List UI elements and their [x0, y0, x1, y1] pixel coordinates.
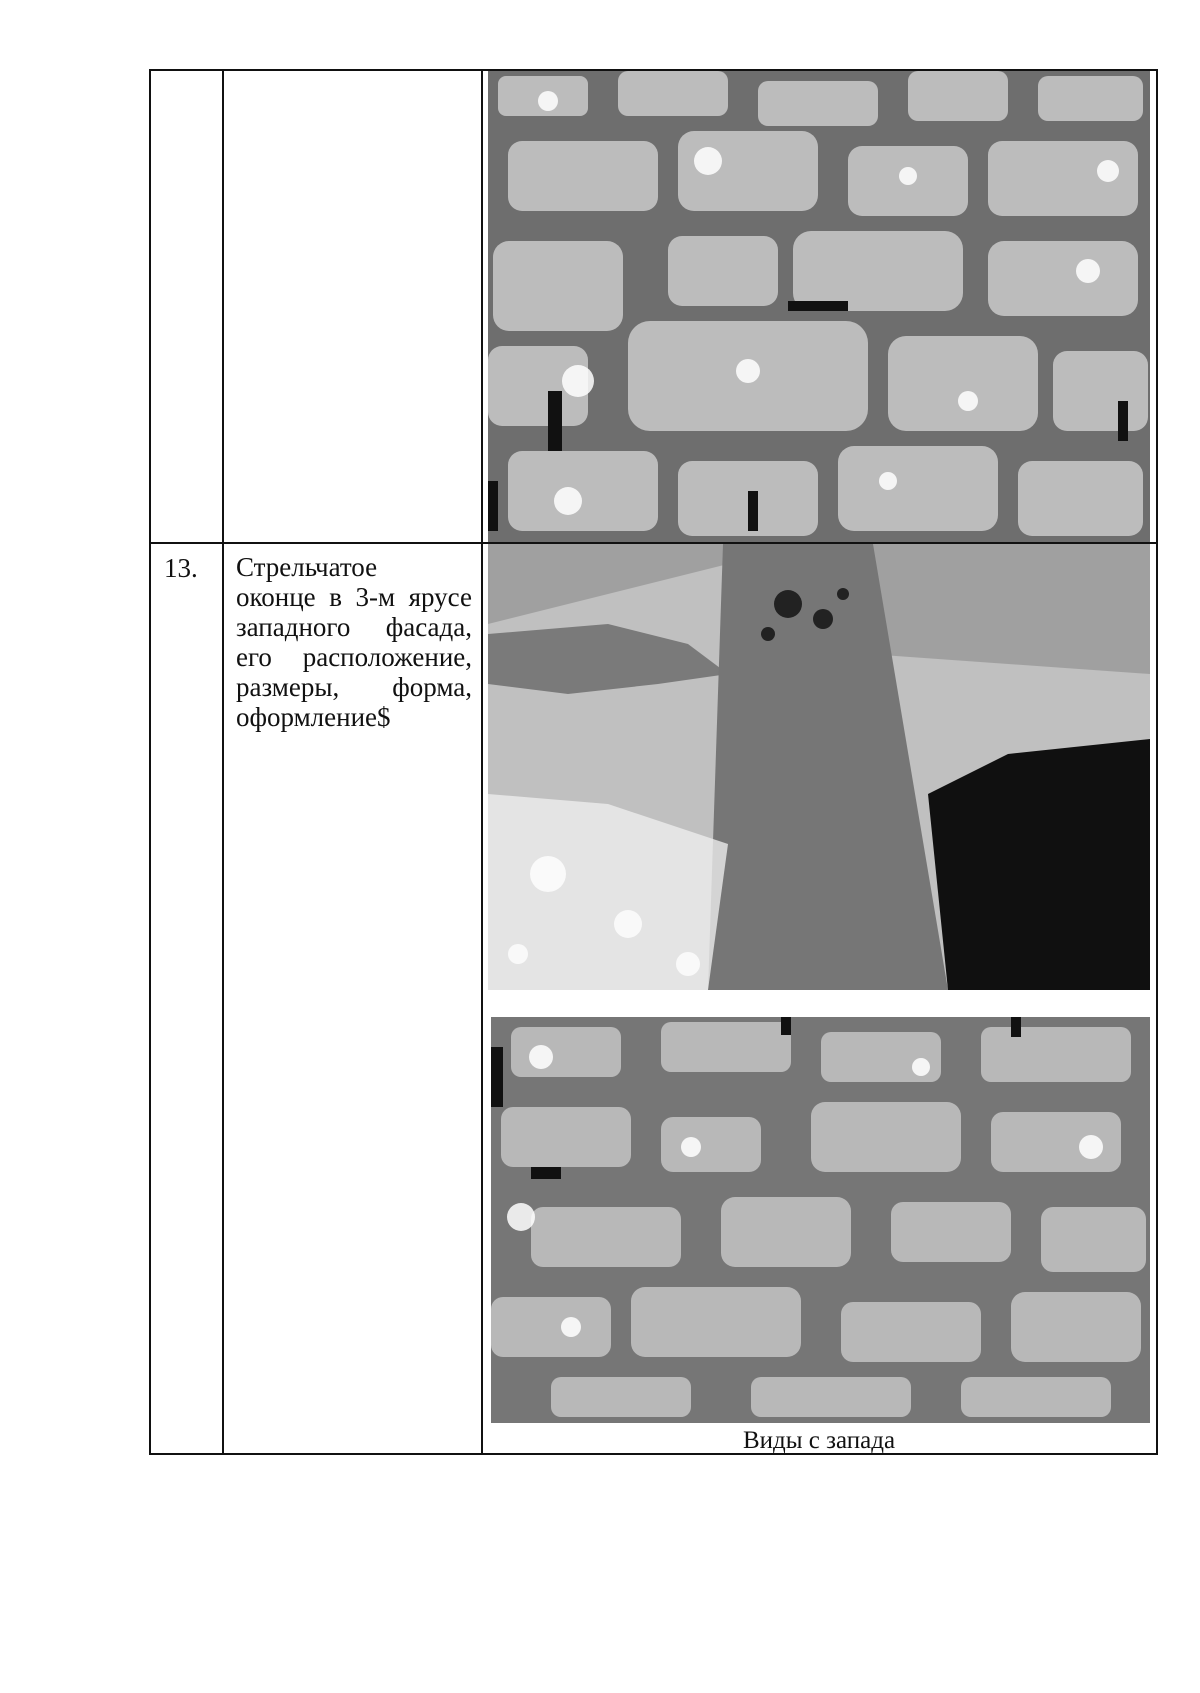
description-line: оформление$ [236, 702, 391, 732]
tower-image [488, 544, 1150, 990]
table-border-left [149, 69, 151, 1455]
masonry-photo-lower [491, 1017, 1150, 1423]
description-line: его расположение, [236, 642, 472, 672]
photo-caption: Виды с запада [742, 1427, 896, 1454]
masonry-image [488, 71, 1150, 542]
table-border-right [1156, 69, 1158, 1455]
table-col-divider-2 [481, 69, 483, 1455]
masonry-photo-upper [488, 71, 1150, 542]
tower-photo [488, 544, 1150, 990]
row-number: 13. [164, 553, 198, 583]
description-line: размеры, форма, [236, 672, 472, 702]
description-line: оконце в 3-м ярусе [236, 582, 472, 612]
masonry-image [491, 1017, 1150, 1423]
row-description [236, 552, 472, 732]
description-line: Стрельчатое [236, 552, 378, 582]
table-col-divider-1 [222, 69, 224, 1455]
description-line: западного фасада, [236, 612, 472, 642]
